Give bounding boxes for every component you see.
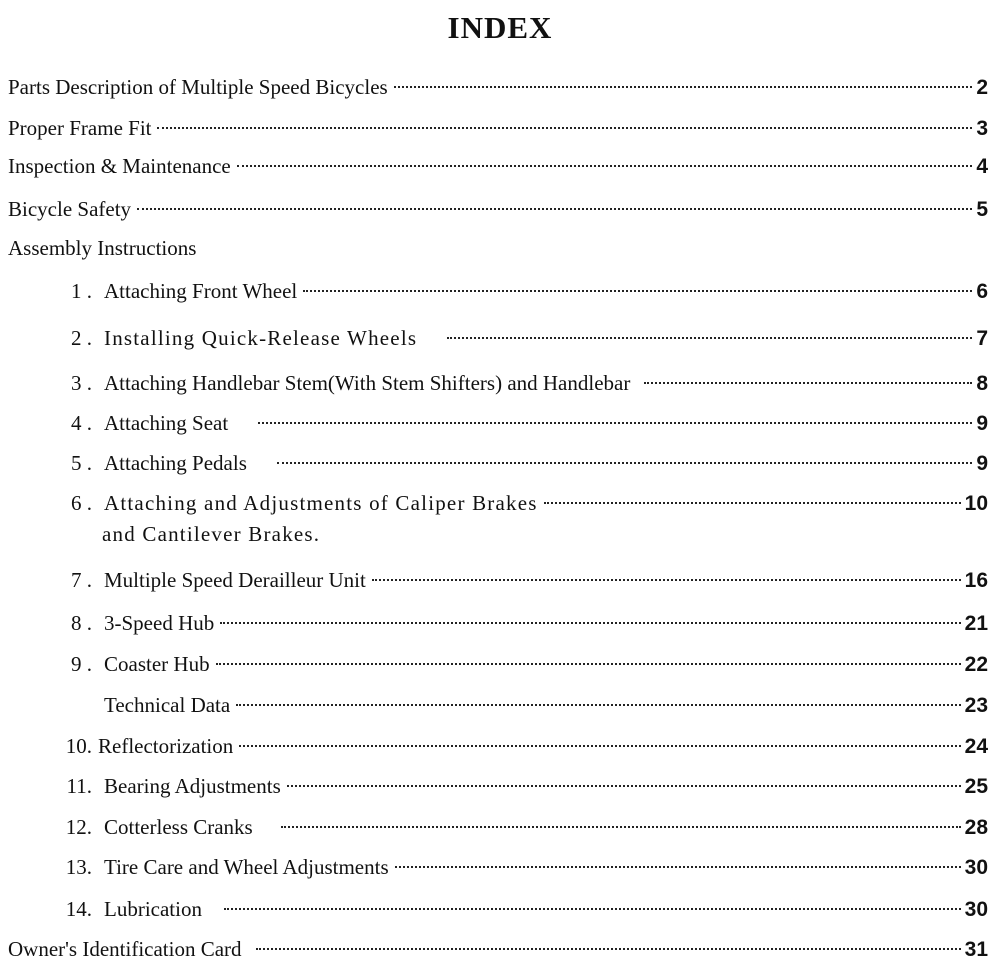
toc-page-number: 8	[976, 372, 988, 395]
toc-page-number: 28	[964, 816, 988, 839]
toc-entry-number: 3 .	[71, 371, 92, 395]
toc-page-number: 24	[964, 735, 988, 758]
toc-entry-number: 11.	[66, 774, 92, 798]
toc-page-number: 21	[964, 612, 988, 635]
dot-leader	[277, 462, 972, 464]
toc-entry-coaster-hub	[0, 647, 1000, 681]
toc-entry-parts-description	[0, 70, 1000, 104]
toc-entry-caliper-brakes	[0, 486, 1000, 520]
toc-entry-number: 12.	[65, 815, 92, 839]
toc-page-number: 7	[976, 327, 988, 350]
dot-leader	[220, 622, 960, 624]
page-title: INDEX	[447, 10, 553, 45]
toc-entry-label: Attaching Handlebar Stem(With Stem Shifters) and Handlebar	[104, 371, 631, 395]
toc-entry-number: 8 .	[71, 611, 92, 635]
dot-leader	[224, 908, 961, 910]
toc-page-number: 3	[976, 117, 988, 140]
toc-entry-attaching-front-wheel	[0, 274, 1000, 308]
toc-page-number: 23	[964, 694, 988, 717]
toc-entry-continuation: and Cantilever Brakes.	[102, 522, 321, 546]
toc-page-number: 31	[964, 938, 988, 961]
toc-entry-label: Attaching Seat	[104, 411, 229, 435]
toc-entry-bearing-adjustments	[0, 769, 1000, 803]
dot-leader	[236, 704, 960, 706]
toc-entry-label: Bicycle Safety	[8, 197, 132, 221]
dot-leader	[137, 208, 972, 210]
toc-entry-proper-frame-fit	[0, 111, 1000, 145]
toc-entry-label: Attaching and Adjustments of Caliper Brakes	[104, 491, 538, 515]
toc-page-number: 6	[976, 280, 988, 303]
dot-leader	[544, 502, 961, 504]
toc-page-number: 4	[976, 155, 988, 178]
toc-entry-label: Cotterless Cranks	[104, 815, 253, 839]
dot-leader	[395, 866, 961, 868]
toc-page-number: 2	[976, 76, 988, 99]
dot-leader	[287, 785, 961, 787]
dot-leader	[372, 579, 961, 581]
toc-entry-attaching-pedals	[0, 446, 1000, 480]
toc-page-number: 30	[964, 898, 988, 921]
dot-leader	[237, 165, 973, 167]
toc-entry-label: Reflectorization	[98, 734, 234, 758]
toc-entry-quick-release-wheels	[0, 321, 1000, 355]
dot-leader	[157, 127, 972, 129]
toc-entry-label: Technical Data	[104, 693, 231, 717]
toc-entry-number: 7 .	[71, 568, 92, 592]
toc-entry-owners-card	[0, 932, 1000, 966]
toc-entry-label: Attaching Front Wheel	[104, 279, 298, 303]
toc-entry-handlebar-stem	[0, 366, 1000, 400]
toc-entry-label: Multiple Speed Derailleur Unit	[104, 568, 366, 592]
toc-entry-3-speed-hub	[0, 606, 1000, 640]
toc-entry-number: 6 .	[71, 491, 92, 515]
dot-leader	[447, 337, 972, 339]
dot-leader	[256, 948, 961, 950]
toc-entry-number: 10.	[65, 734, 92, 758]
toc-entry-bicycle-safety	[0, 192, 1000, 226]
toc-entry-label: Owner's Identification Card	[8, 937, 242, 961]
toc-entry-derailleur-unit	[0, 563, 1000, 597]
toc-entry-label: Parts Description of Multiple Speed Bicycles	[8, 75, 388, 99]
toc-entry-label: Installing Quick-Release Wheels	[104, 326, 418, 350]
dot-leader	[281, 826, 961, 828]
toc-entry-number: 13.	[65, 855, 92, 879]
toc-entry-label: Coaster Hub	[104, 652, 210, 676]
toc-entry-label: Bearing Adjustments	[104, 774, 281, 798]
toc-entry-label: Inspection & Maintenance	[8, 154, 231, 178]
toc-entry-number: 4 .	[71, 411, 92, 435]
toc-entry-label: Proper Frame Fit	[8, 116, 152, 140]
toc-entry-inspection-maintenance	[0, 149, 1000, 183]
dot-leader	[216, 663, 961, 665]
toc-page-number: 9	[976, 412, 988, 435]
toc-page-number: 22	[964, 653, 988, 676]
toc-entry-number: 9 .	[71, 652, 92, 676]
dot-leader	[258, 422, 972, 424]
toc-entry-technical-data	[0, 688, 1000, 722]
dot-leader	[303, 290, 972, 292]
toc-page-number: 10	[964, 492, 988, 515]
toc-entry-cotterless-cranks	[0, 810, 1000, 844]
toc-entry-number: 2 .	[71, 326, 92, 350]
dot-leader	[394, 86, 973, 88]
toc-entry-label: 3-Speed Hub	[104, 611, 215, 635]
toc-page-number: 30	[964, 856, 988, 879]
toc-entry-attaching-seat	[0, 406, 1000, 440]
toc-page-number: 5	[976, 198, 988, 221]
toc-entry-label: Attaching Pedals	[104, 451, 247, 475]
toc-entry-label: Lubrication	[104, 897, 202, 921]
toc-entry-reflectorization	[0, 729, 1000, 763]
section-heading-assembly-instructions: Assembly Instructions	[8, 236, 197, 260]
dot-leader	[644, 382, 972, 384]
toc-entry-number: 5 .	[71, 451, 92, 475]
toc-entry-lubrication	[0, 892, 1000, 926]
toc-page-number: 25	[964, 775, 988, 798]
toc-entry-number: 14.	[65, 897, 92, 921]
toc-entry-label: Tire Care and Wheel Adjustments	[104, 855, 389, 879]
toc-page-number: 9	[976, 452, 988, 475]
toc-entry-number: 1 .	[71, 279, 92, 303]
toc-page-number: 16	[964, 569, 988, 592]
toc-entry-tire-care	[0, 850, 1000, 884]
dot-leader	[239, 745, 960, 747]
